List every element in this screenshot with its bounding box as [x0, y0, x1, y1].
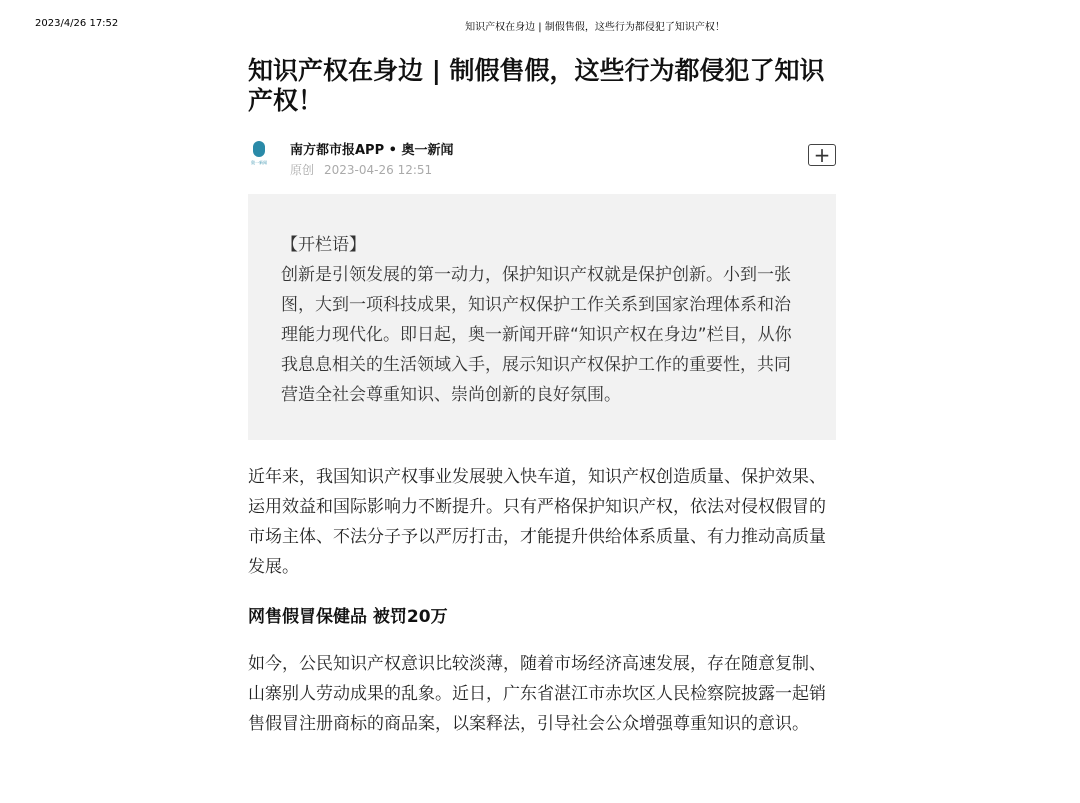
- follow-button[interactable]: [808, 144, 836, 166]
- publish-time: 2023-04-26 12:51: [324, 162, 433, 177]
- article: [248, 56, 836, 739]
- source-bar: [248, 138, 836, 178]
- original-tag: 原创: [290, 162, 315, 177]
- print-date: 2023/4/26 17:52: [35, 18, 119, 29]
- plus-icon: +: [813, 143, 831, 167]
- section-heading: 网售假冒保健品 被罚20万: [248, 607, 448, 627]
- article-title: 知识产权在身边 | 制假售假，这些行为都侵犯了知识产权！: [248, 56, 825, 115]
- print-title: 知识产权在身边 | 制假售假，这些行为都侵犯了知识产权！: [465, 22, 725, 33]
- intro-text: 创新是引领发展的第一动力，保护知识产权就是保护创新。小到一张图，大到一项科技成果，知识产权保护工作关系到国家治理体系和治理能力现代化。即日起，奥一新闻开辟“知识产权在身边”栏目，从你我息息相关的生活领域入手，展示知识产权保护工作的重要性，共同营造全社会尊重知识、崇尚创新的良好氛围。: [281, 265, 792, 405]
- intro-box: [248, 194, 836, 440]
- paragraph: 近年来，我国知识产权事业发展驶入快车道，知识产权创造质量、保护效果、运用效益和国际影响力不断提升。只有严格保护知识产权，依法对侵权假冒的市场主体、不法分子予以严厉打击，才能提升供给体系质量、有力推动高质量发展。: [248, 467, 826, 577]
- source-name[interactable]: 南方都市报APP • 奥一新闻: [290, 142, 454, 158]
- intro-heading: 【开栏语】: [281, 235, 366, 255]
- logo-text: 奥一新闻: [251, 160, 267, 165]
- paragraph: 如今，公民知识产权意识比较淡薄，随着市场经济高速发展，存在随意复制、山寨别人劳动成果的乱象。近日，广东省湛江市赤坎区人民检察院披露一起销售假冒注册商标的商品案，以案释法，引导社会公众增强尊重知识的意识。: [248, 654, 826, 734]
- source-logo: [248, 141, 270, 175]
